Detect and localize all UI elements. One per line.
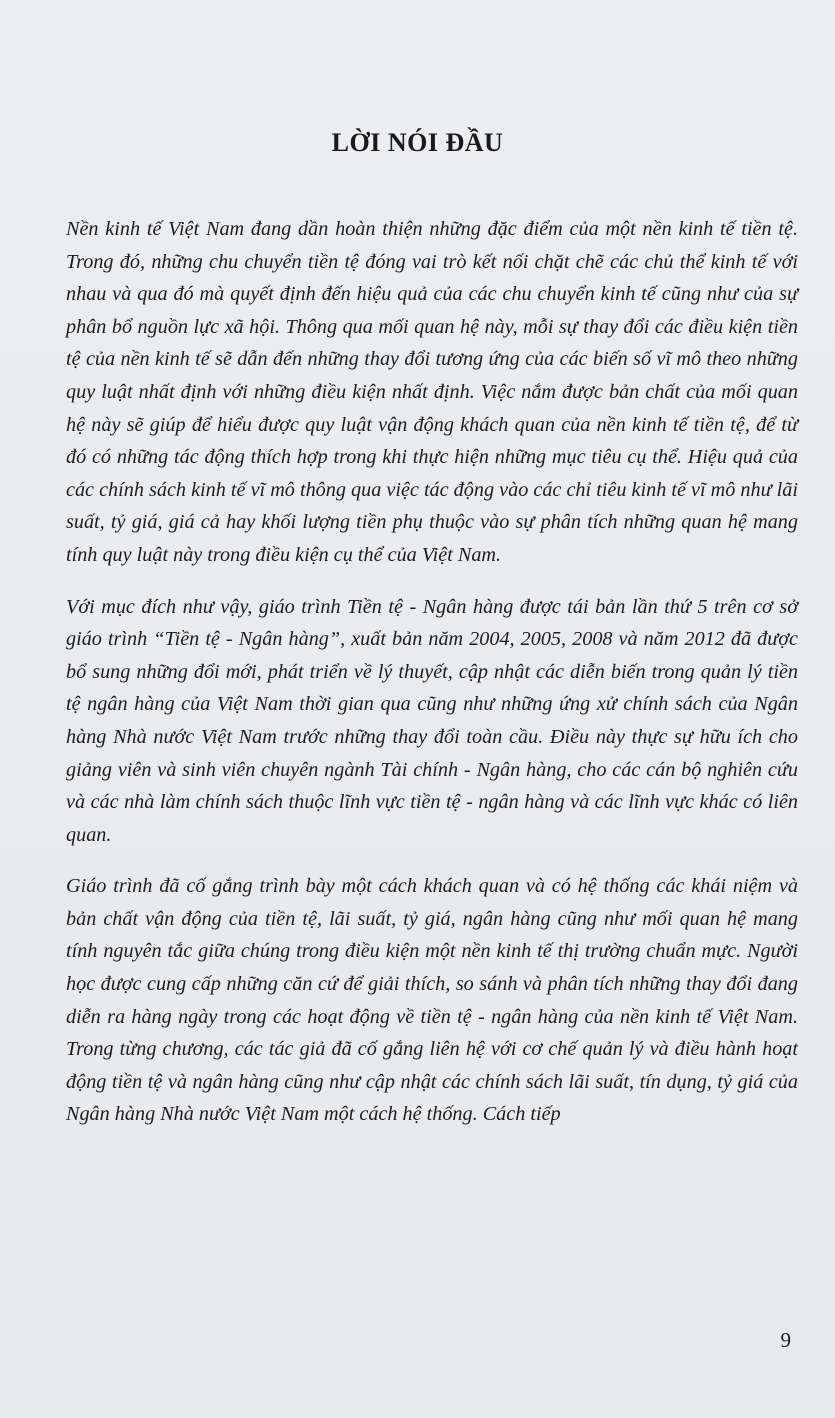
paragraph-2: Với mục đích như vậy, giáo trình Tiền tệ - Ngân hàng được tái bản lần thứ 5 trên cơ sở giáo trình “Tiền tệ - Ngân hàng”, xuất bản năm 2004, 2005, 2008 và năm 2012 đã được bổ sung những đổi mới, phát triển về lý thuyết, cập nhật các diễn biến trong quản lý tiền tệ ngân hàng của Việt Nam thời gian qua cũng như những ứng xử chính sách của Ngân hàng Nhà nước Việt Nam trước những thay đổi toàn cầu. Điều này thực sự hữu ích cho giảng viên và sinh viên chuyên ngành Tài chính - Ngân hàng, cho các cán bộ nghiên cứu và các nhà làm chính sách thuộc lĩnh vực tiền tệ - ngân hàng và các lĩnh vực khác có liên quan. <box>66 595 798 846</box>
paragraph-3: Giáo trình đã cố gắng trình bày một cách khách quan và có hệ thống các khái niệm và bản chất vận động của tiền tệ, lãi suất, tỷ giá, ngân hàng cũng như mối quan hệ mang tính nguyên tắc giữa chúng trong điều kiện một nền kinh tế thị trường chuẩn mực. Người học được cung cấp những căn cứ để giải thích, so sánh và phân tích những thay đổi đang diễn ra hàng ngày trong các hoạt động về tiền tệ - ngân hàng của nền kinh tế Việt Nam. Trong từng chương, các tác giả đã cố gắng liên hệ với cơ chế quản lý và điều hành hoạt động tiền tệ và ngân hàng cũng như cập nhật các chính sách lãi suất, tín dụng, tỷ giá của Ngân hàng Nhà nước Việt Nam một cách hệ thống. Cách tiếp <box>66 875 798 1126</box>
page-number: 9 <box>780 1328 791 1352</box>
page-heading: LỜI NÓI ĐẦU <box>331 128 504 157</box>
paragraph-1: Nền kinh tế Việt Nam đang dần hoàn thiện những đặc điểm của một nền kinh tế tiền tệ. Trong đó, những chu chuyển tiền tệ đóng vai trò kết nối chặt chẽ các chủ thể kinh tế với nhau và qua đó mà quyết định đến hiệu quả của các chu chuyển kinh tế cũng như của sự phân bổ nguồn lực xã hội. Thông qua mối quan hệ này, mỗi sự thay đổi các điều kiện tiền tệ của nền kinh tế sẽ dẫn đến những thay đổi tương ứng của các biến số vĩ mô theo những quy luật nhất định với những điều kiện nhất định. Việc nắm được bản chất của mối quan hệ này sẽ giúp để hiểu được quy luật vận động khách quan của nền kinh tế tiền tệ, để từ đó có những tác động thích hợp trong khi thực hiện những mục tiêu cụ thể. Hiệu quả của các chính sách kinh tế vĩ mô thông qua việc tác động vào các chỉ tiêu kinh tế vĩ mô như lãi suất, tỷ giá, giá cả hay khối lượng tiền phụ thuộc vào sự phân tích những quan hệ mang tính quy luật này trong điều kiện cụ thể của Việt Nam. <box>66 218 798 566</box>
body-text <box>66 213 798 1131</box>
